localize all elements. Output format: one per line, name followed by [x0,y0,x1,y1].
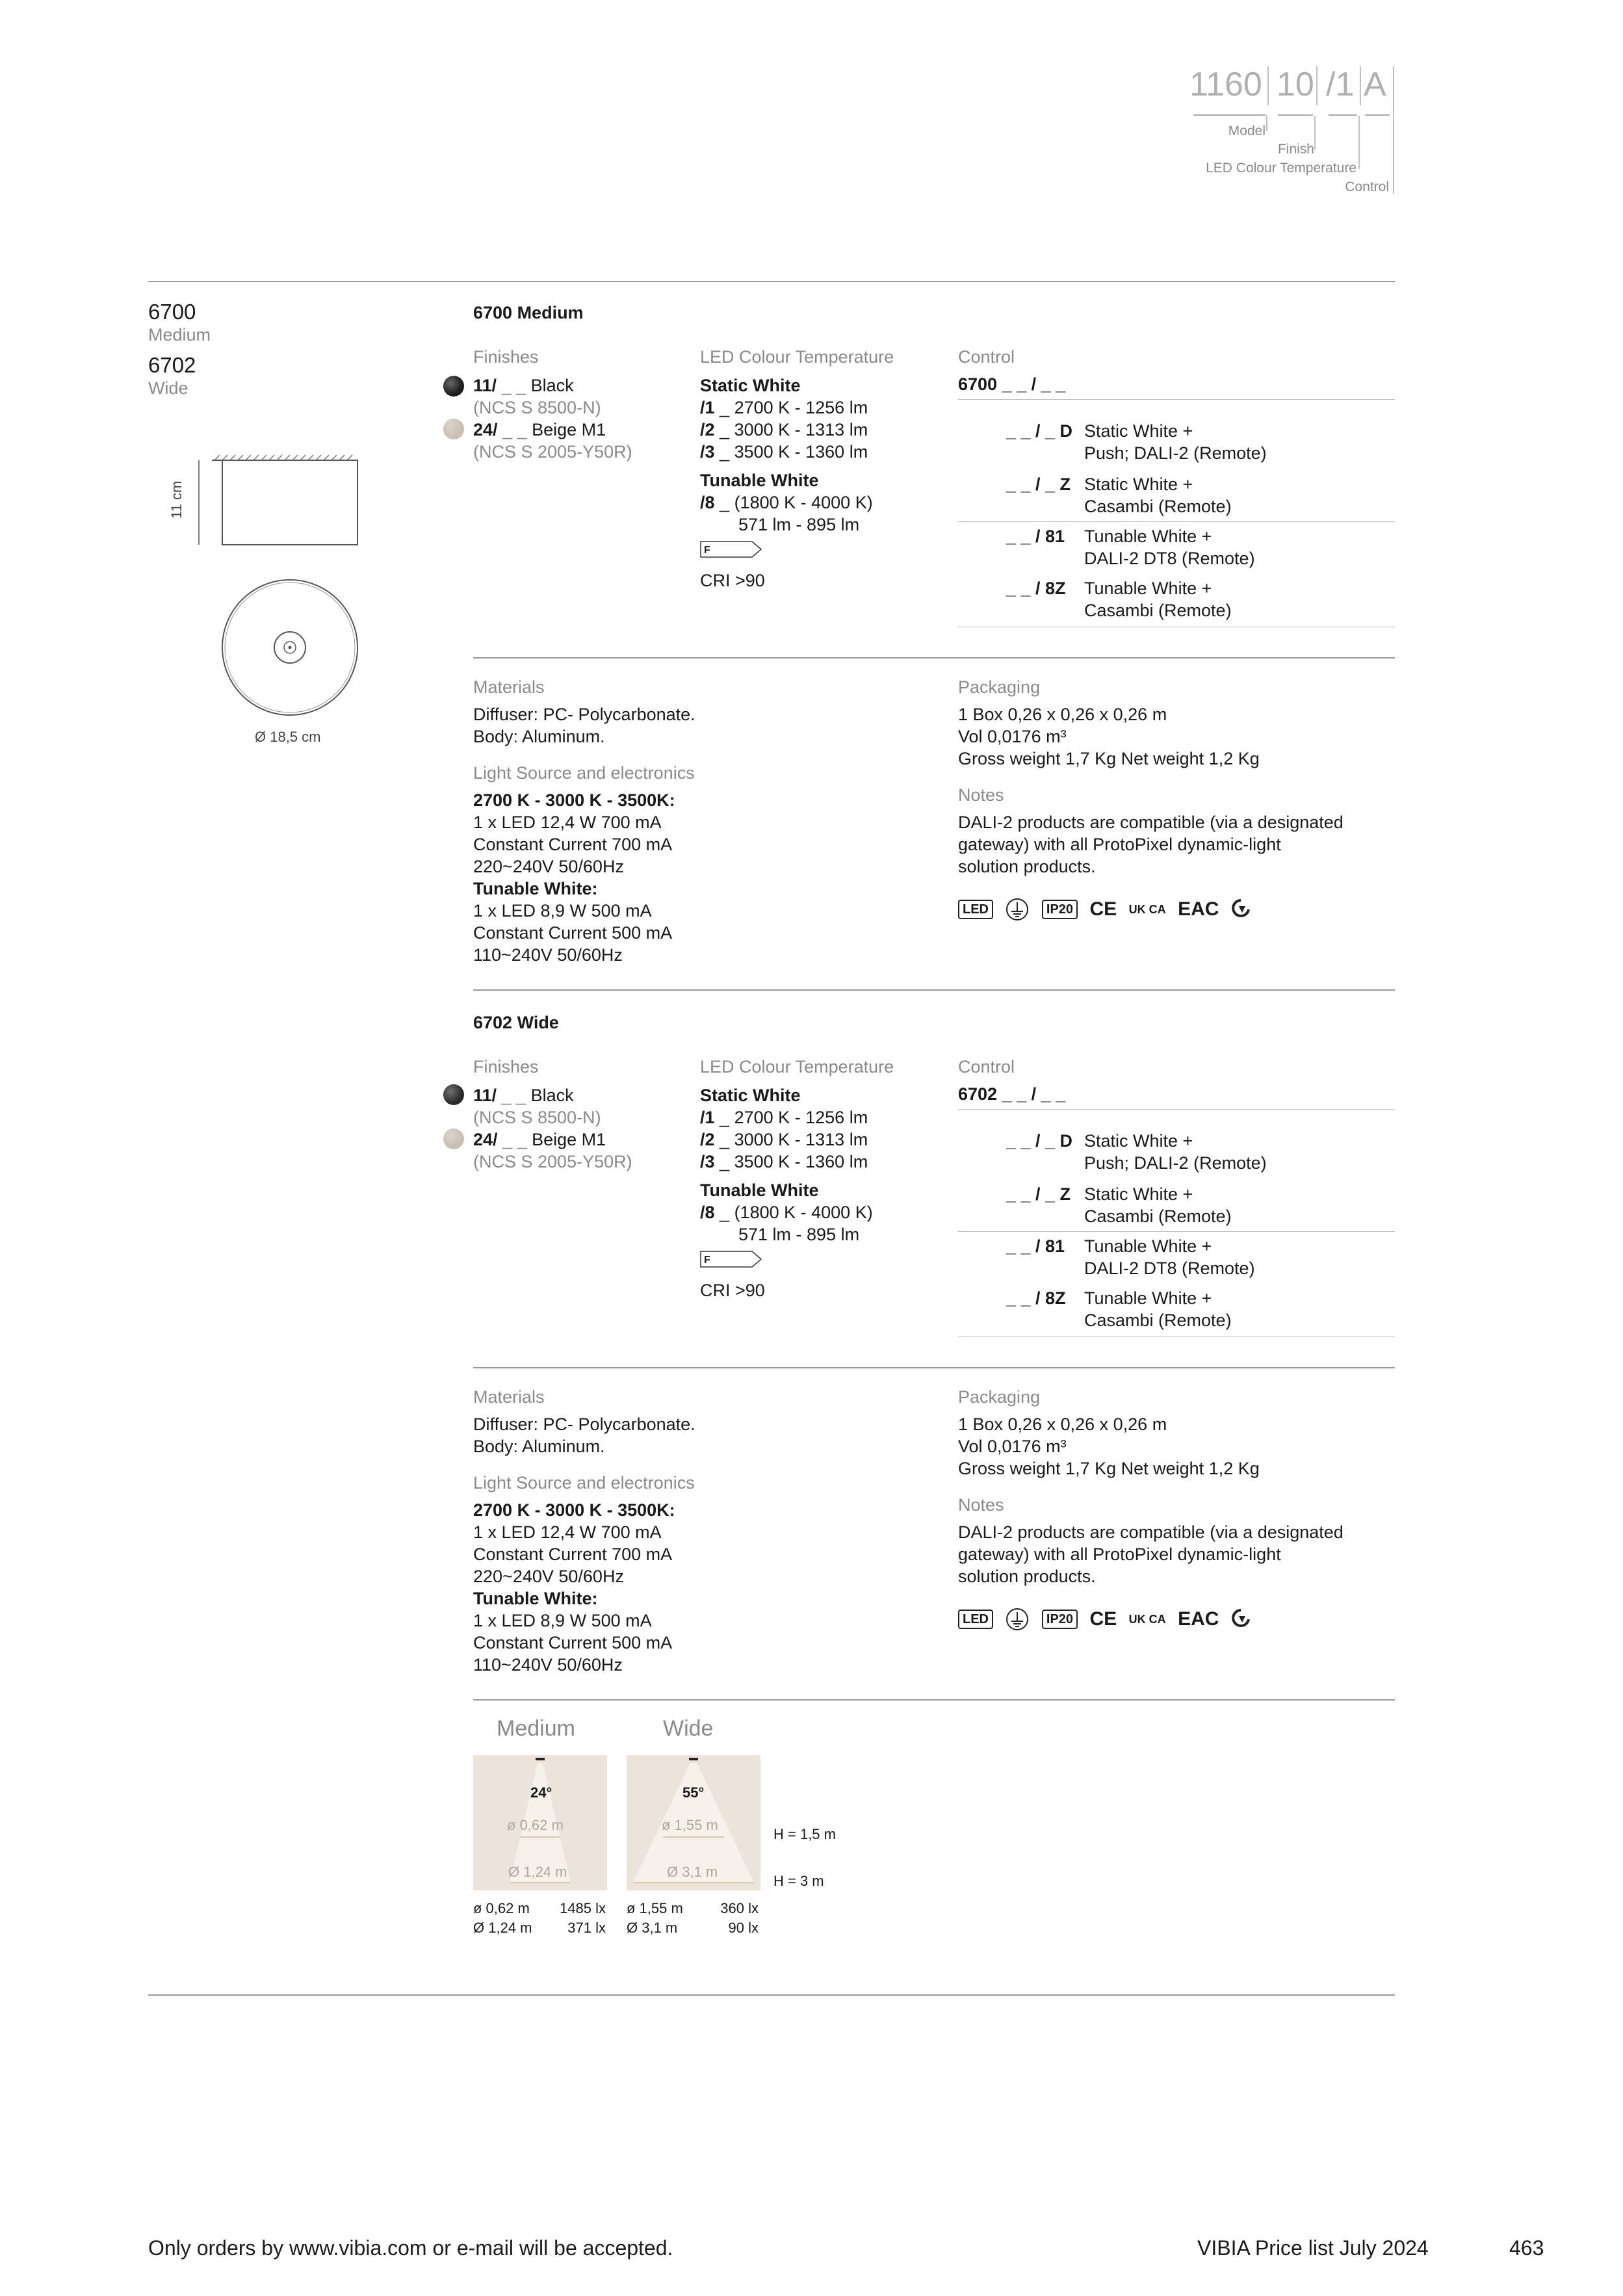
beam-wide-d2: Ø 3,1 m [667,1864,718,1880]
energy-class-label: F [704,545,710,556]
section-1-title: 6700 Medium [473,303,584,322]
code-led: /1 [1326,66,1355,103]
tunable-lumen: 571 lm - 895 lm [738,1225,860,1244]
control-row-3-desc: Tunable White + DALI-2 DT8 (Remote) [1084,1236,1255,1278]
finish-beige: 24/ _ _ Beige M1 [473,1130,606,1149]
materials-heading: Materials [473,677,545,697]
code-control: A [1364,66,1386,103]
notes-heading: Notes [958,785,1004,805]
code-model: 1160 [1189,66,1262,103]
control-row-4-desc: Tunable White + Casambi (Remote) [1084,1288,1232,1330]
beam-medium-d2: Ø 1,24 m [508,1864,567,1880]
beam-divider [473,1699,1395,1701]
materials-list: Diffuser: PC- Polycarbonate. Body: Aluminum. [473,705,695,746]
recycle-icon [1231,1608,1251,1630]
model-2-code: 6702 [148,353,196,377]
finish-black: 11/ _ _ Black [473,1086,574,1105]
static-row-1: /1 _ 2700 K - 1256 lm [700,1108,868,1127]
control-heading: Control [958,1057,1015,1076]
notes-text: DALI-2 products are compatible (via a designated gateway) with all ProtoPixel dynamic-light solution products. [958,813,1344,876]
control-row-1: _ _ / _ D [1006,421,1073,441]
energy-class-badge [700,541,762,558]
beam-medium-row-1-dia: ø 0,62 m [473,1900,530,1916]
beam-medium-row-2-lux: 371 lx [567,1920,606,1936]
legend-finish: Finish [1277,142,1314,157]
finish-black: 11/ _ _ Black [473,376,574,395]
section-2-title: 6702 Wide [473,1013,559,1032]
control-row-2-desc: Static White + Casambi (Remote) [1084,1184,1232,1226]
model-2-name: Wide [148,378,188,398]
packaging-list: 1 Box 0,26 x 0,26 x 0,26 m Vol 0,0176 m³ Gross weight 1,7 Kg Net weight 1,2 Kg [958,1415,1260,1478]
static-row-1: /1 _ 2700 K - 1256 lm [700,398,868,417]
footer-brand: VIBIA Price list July 2024 [1197,2236,1429,2260]
packaging-heading: Packaging [958,1387,1041,1407]
control-row-3-desc: Tunable White + DALI-2 DT8 (Remote) [1084,527,1255,568]
left-column [148,299,211,398]
model-1-code: 6700 [148,300,196,324]
control-row-1-desc: Static White + Push; DALI-2 (Remote) [1084,421,1267,463]
bottom-divider [148,1994,1395,1996]
height-1-5m: H = 1,5 m [773,1826,836,1842]
beam-medium-angle: 24° [530,1784,552,1801]
beam-medium-row-2-dia: Ø 1,24 m [473,1920,532,1936]
beam-wide-row-2-dia: Ø 3,1 m [627,1920,678,1936]
light-source-static: 2700 K - 3000 K - 3500K: 1 x LED 12,4 W 700 mA Constant Current 700 mA 220~240V 50/60Hz Tunable White: 1 x LED 8,9 W 500 mA Constant Current 500 mA 110~240V 50/60Hz [473,1500,675,1675]
ce-mark: CE [1089,898,1117,920]
tunable-lumen: 571 lm - 895 lm [738,515,860,534]
tunable-white-heading: Tunable White [700,471,819,490]
control-row-1: _ _ / _ D [1006,1131,1073,1151]
eac-mark: EAC [1178,898,1219,920]
height-dimension: 11 cm [168,480,185,519]
tunable-white-heading: Tunable White [700,1181,819,1200]
light-source-heading: Light Source and electronics [473,763,695,783]
notes-text: DALI-2 products are compatible (via a designated gateway) with all ProtoPixel dynamic-light solution products. [958,1522,1344,1586]
product-drawing [169,449,364,761]
control-row-2: _ _ / _ Z [1006,1184,1071,1204]
finish-swatch-black [443,1084,464,1105]
finishes-heading: Finishes [473,1057,539,1076]
ip20-cert-badge: IP20 [1042,900,1078,919]
height-3m: H = 3 m [773,1873,824,1889]
finish-beige-ncs: (NCS S 2005-Y50R) [473,1152,632,1171]
model-1-name: Medium [148,325,211,345]
cri-value: CRI >90 [700,571,765,590]
cri-value: CRI >90 [700,1281,765,1300]
beam-wide-d1: ø 1,55 m [662,1817,718,1833]
beam-medium-d1: ø 0,62 m [507,1817,564,1833]
finish-beige: 24/ _ _ Beige M1 [473,420,606,439]
eac-mark: EAC [1178,1608,1219,1630]
static-white-heading: Static White [700,1086,801,1105]
control-code: 6702 _ _ / _ _ [958,1084,1066,1104]
finish-black-ncs: (NCS S 8500-N) [473,398,601,417]
class-ii-icon [1005,1607,1030,1632]
beam-medium-row-1-lux: 1485 lx [560,1900,606,1916]
finish-swatch-beige [443,419,464,439]
control-code: 6700 _ _ / _ _ [958,374,1066,394]
led-cert-badge: LED [958,900,993,919]
control-row-2: _ _ / _ Z [1006,475,1071,494]
footer-disclaimer: Only orders by www.vibia.com or e-mail will be accepted. [148,2236,673,2260]
beam-medium-title: Medium [497,1716,575,1741]
control-row-4-desc: Tunable White + Casambi (Remote) [1084,579,1232,620]
diameter-dimension: Ø 18,5 cm [255,729,321,745]
tunable-row: /8 _ (1800 K - 4000 K) [700,493,873,512]
certification-marks [958,897,1251,922]
page-number: 463 [1509,2236,1544,2260]
beam-wide-angle: 55° [682,1784,705,1801]
ip20-cert-badge: IP20 [1042,1610,1078,1629]
ukca-mark: UK CA [1128,1613,1166,1626]
legend-led: LED Colour Temperature [1206,161,1357,176]
section-1-divider [473,657,1395,659]
ukca-mark: UK CA [1128,903,1166,916]
control-row-4: _ _ / 8Z [1006,579,1066,598]
static-row-2: /2 _ 3000 K - 1313 lm [700,420,868,439]
notes-heading: Notes [958,1495,1004,1515]
section-separator [473,989,1395,991]
packaging-heading: Packaging [958,677,1041,697]
light-source-heading: Light Source and electronics [473,1473,695,1493]
control-row-3: _ _ / 81 [1006,527,1065,546]
certification-marks [958,1607,1251,1632]
packaging-list: 1 Box 0,26 x 0,26 x 0,26 m Vol 0,0176 m³ Gross weight 1,7 Kg Net weight 1,2 Kg [958,705,1260,768]
legend-control: Control [1345,179,1389,194]
beam-wide-row-1-lux: 360 lx [720,1900,759,1916]
control-row-2-desc: Static White + Casambi (Remote) [1084,475,1232,516]
energy-class-label: F [704,1255,710,1266]
ce-mark: CE [1089,1608,1117,1630]
class-ii-icon [1005,897,1030,922]
finish-swatch-beige [443,1128,464,1149]
static-white-heading: Static White [700,376,801,395]
beam-wide-row-1-dia: ø 1,55 m [627,1900,683,1916]
finish-black-ncs: (NCS S 8500-N) [473,1108,601,1127]
code-finish: 10 [1277,66,1314,103]
static-row-3: /3 _ 3500 K - 1360 lm [700,1152,868,1171]
led-heading: LED Colour Temperature [700,1057,894,1076]
led-heading: LED Colour Temperature [700,347,894,367]
legend-model: Model [1228,124,1266,138]
section-2-divider [473,1367,1395,1368]
beam-wide-row-2-lux: 90 lx [728,1920,759,1936]
materials-heading: Materials [473,1387,545,1407]
top-divider [148,281,1395,282]
tunable-row: /8 _ (1800 K - 4000 K) [700,1203,873,1222]
control-row-4: _ _ / 8Z [1006,1288,1066,1308]
control-heading: Control [958,347,1015,367]
finish-swatch-black [443,376,464,397]
recycle-icon [1231,898,1251,920]
led-cert-badge: LED [958,1610,993,1629]
control-row-3: _ _ / 81 [1006,1236,1065,1256]
energy-class-badge [700,1251,762,1268]
static-row-2: /2 _ 3000 K - 1313 lm [700,1130,868,1149]
control-row-1-desc: Static White + Push; DALI-2 (Remote) [1084,1131,1267,1173]
materials-list: Diffuser: PC- Polycarbonate. Body: Aluminum. [473,1415,695,1456]
static-row-3: /3 _ 3500 K - 1360 lm [700,442,868,462]
finish-beige-ncs: (NCS S 2005-Y50R) [473,442,632,462]
light-source-static: 2700 K - 3000 K - 3500K: 1 x LED 12,4 W 700 mA Constant Current 700 mA 220~240V 50/60Hz Tunable White: 1 x LED 8,9 W 500 mA Constant Current 500 mA 110~240V 50/60Hz [473,790,675,965]
beam-wide-title: Wide [663,1716,714,1741]
finishes-heading: Finishes [473,347,539,367]
